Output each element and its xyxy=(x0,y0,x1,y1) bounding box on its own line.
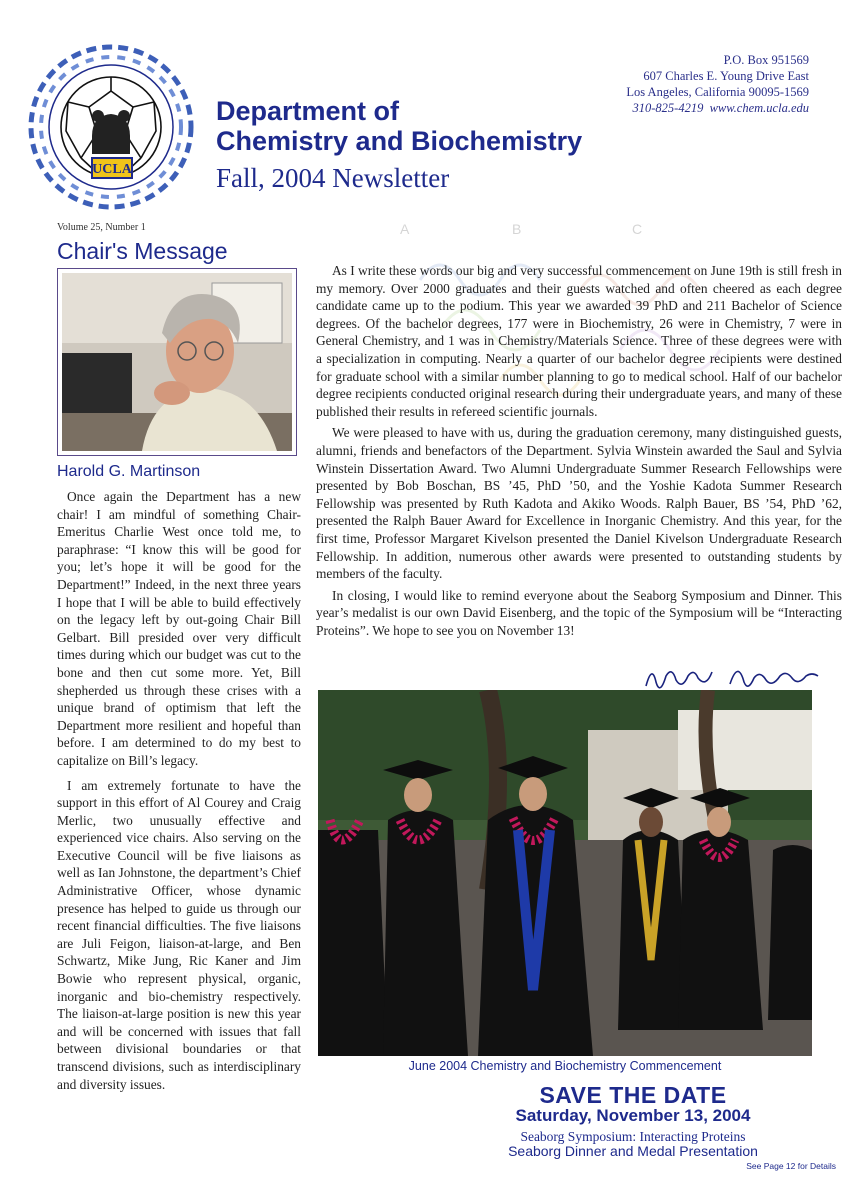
contact-line xyxy=(626,100,809,116)
phone-number: 310-825-4219 xyxy=(632,101,704,115)
save-the-date-title: SAVE THE DATE xyxy=(539,1082,727,1108)
watermark-label-c: C xyxy=(632,221,643,237)
right-paragraph-2: We were pleased to have with us, during the graduation ceremony, many distinguished guests, alumni, friends and benefactors of the Department. Sylvia Winstein awarded the Saul and Sylvia Winstein Dissertation Award. Two Alumni Undergraduate Summer Research Fellowships were presented by Bob Boschan, BS ’45, PhD ’50, and the Yoshie Kadota Summer Research Fellowship was presented by Ruth Kadota and Akiko Woods. Ralph Bauer, BS ’54, PhD ’62, presented the Ralph Bauer Award for Excellence in Inorganic Chemistry. And this year, for the first time, Professor Margaret Kivelson presented the Daniel Kivelson Undergraduate Research Fellowship. In addition, numerous other awards were presented to outstanding students by members of the faculty. xyxy=(316,425,842,582)
address-line1: P.O. Box 951569 xyxy=(723,53,809,67)
address-block xyxy=(626,52,809,116)
left-column-text xyxy=(57,488,301,1100)
photo-caption: June 2004 Chemistry and Biochemistry Commencement xyxy=(408,1059,722,1073)
ucla-chemistry-logo xyxy=(20,36,202,218)
address-line2: 607 Charles E. Young Drive East xyxy=(643,69,809,83)
right-column-text xyxy=(316,262,842,643)
save-the-date-date: Saturday, November 13, 2004 xyxy=(515,1106,751,1125)
department-title-line1: Department of xyxy=(216,96,400,126)
department-title-line2: Chemistry and Biochemistry xyxy=(216,126,583,156)
department-title xyxy=(216,96,686,156)
right-paragraph-3: In closing, I would like to remind everyone about the Seaborg Symposium and Dinner. This year’s medalist is our own David Eisenberg, and the topic of the Symposium will be “Interacting Proteins”. We hope to see you on November 13! xyxy=(316,587,842,638)
logo-text: UCLA xyxy=(92,162,132,177)
website-link[interactable]: www.chem.ucla.edu xyxy=(709,101,809,115)
save-the-date-symposium: Seaborg Symposium: Interacting Proteins xyxy=(520,1129,746,1144)
newsletter-title: Fall, 2004 Newsletter xyxy=(216,163,450,193)
chair-signature xyxy=(640,660,840,694)
address-line3: Los Angeles, California 90095-1569 xyxy=(626,85,809,99)
watermark-label-a: A xyxy=(400,221,410,237)
volume-number: Volume 25, Number 1 xyxy=(57,222,146,233)
save-the-date-dinner: Seaborg Dinner and Medal Presentation xyxy=(508,1143,758,1159)
watermark-label-b: B xyxy=(512,221,522,237)
right-paragraph-1: As I write these words our big and very successful commencement on June 19th is still fresh in my memory. Over 2000 graduates and their guests watched and often cheered as each degree candidate came up to the podium. This year we awarded 39 PhD and 211 Bachelor of Science degrees. Of the bachelor degrees, 177 were in Biochemistry, 26 were in Chemistry, 7 were in General Chemistry, and 1 was in Chemistry/Materials Science. Three of these degrees were with a specialization in computing. Nearly a quarter of our bachelor degree recipients were destined for graduate school with a similar number planning to go to medical school. Half of our bachelor degree recipients conducted original research during their undergraduate years, and many of these published their results in refereed scientific journals. xyxy=(316,263,842,419)
chair-name: Harold G. Martinson xyxy=(57,463,201,480)
see-page-note: See Page 12 for Details xyxy=(746,1161,836,1171)
left-paragraph-2: I am extremely fortunate to have the support in this effort of Al Courey and Craig Merlic, two unusually effective and experienced vice chairs. Also serving on the Executive Council will be five liaisons as well as Ian Johnstone, the department’s Chief Administrative Officer, whose dynamic presence has helped to guide us through our recent financial difficulties. The five liaisons are Juli Feigon, liaison-at-large, and Ben Schwartz, Mike Jung, Ric Kaner and Jim Bowie who represent physical, organic, inorganic and bio-chemistry respectively. The liaison-at-large position is new this year and will be concerned with issues that fall between divisional boundaries or that transcend divisions, such as interdisciplinary and diversity issues. xyxy=(57,777,301,1092)
chair-portrait xyxy=(57,268,297,456)
left-paragraph-1: Once again the Department has a new chair! I am mindful of something Chair-Emeritus Charlie West once told me, to paraphrase: “I know this will be good for you; let’s hope it will be good for the Department!” Indeed, in the next three years I hope that I will be able to build effectively on the legacy left by out-going Chair Bill Gelbart. Bill presided over very difficult times during which our budget was cut to the bone and then cut some more. Yet, Bill shepherded us through these crises with a unique brand of optimism that left the Department more resilient and hopeful than before. I am determined to do my best to capitalize on Bill’s legacy. xyxy=(57,489,301,768)
chairs-message-heading: Chair's Message xyxy=(57,238,228,264)
commencement-photo xyxy=(318,690,812,1056)
